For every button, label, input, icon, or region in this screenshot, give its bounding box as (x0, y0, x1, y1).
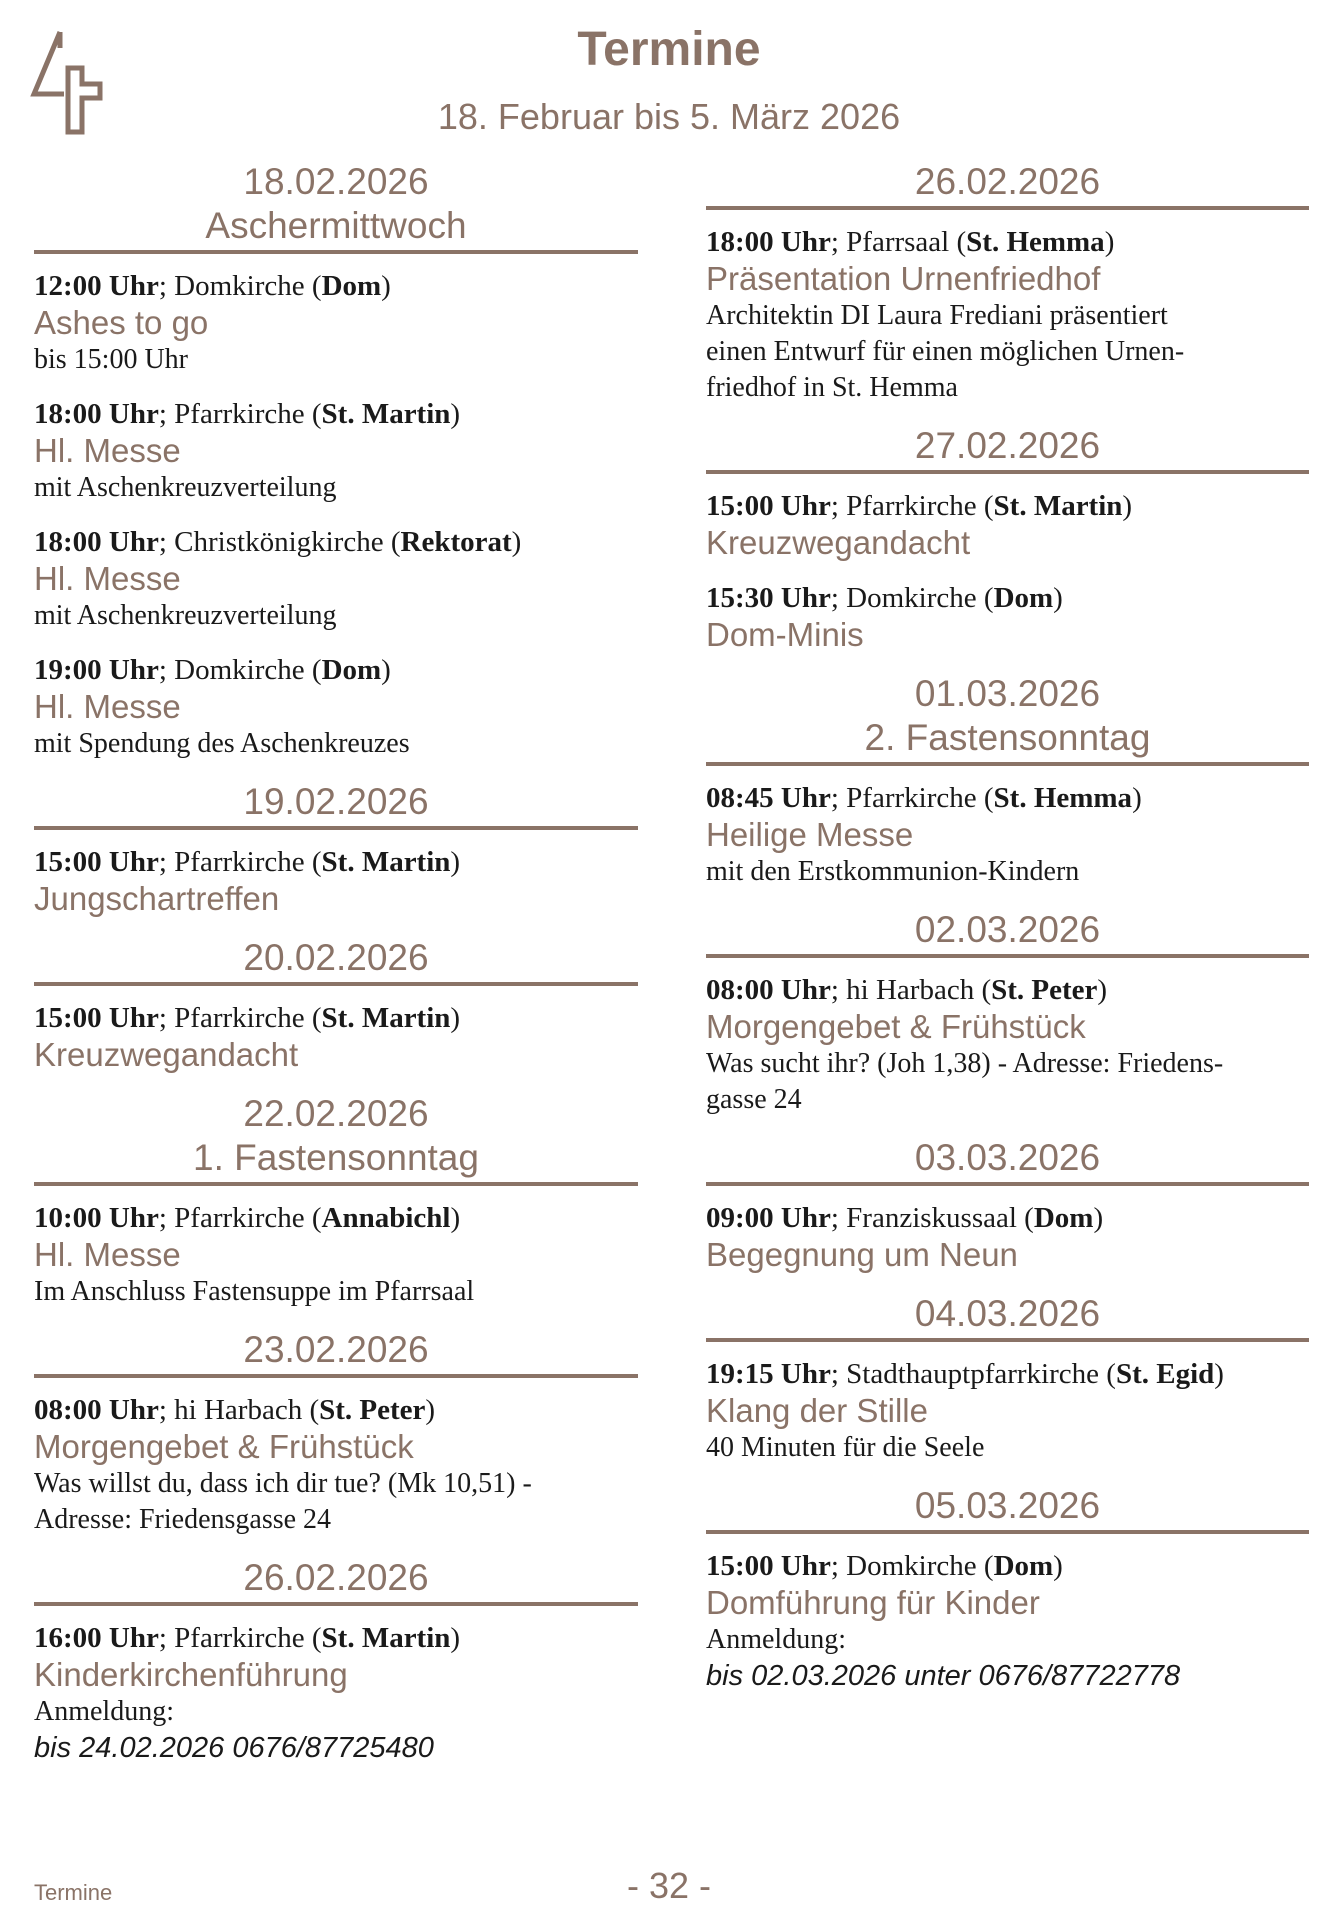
event-meta: 19:00 Uhr; Domkirche (Dom) (34, 654, 391, 686)
event-title: Hl. Messe (34, 688, 181, 725)
event-place: Domkirche (174, 654, 305, 686)
event-title: Domführung für Kinder (706, 1584, 1040, 1621)
page-subtitle: 18. Februar bis 5. März 2026 (437, 96, 901, 137)
day-header (34, 160, 638, 254)
day-header (34, 1092, 638, 1186)
day-date: 20.02.2026 (243, 937, 429, 978)
event-title: Hl. Messe (34, 432, 181, 469)
day-header (34, 1556, 638, 1606)
day-date: 26.02.2026 (243, 1557, 429, 1598)
event-time: 08:00 Uhr (706, 974, 831, 1006)
event-entry (34, 1620, 638, 1766)
event-description: Adresse: Friedensgasse 24 (34, 1504, 332, 1535)
event-time: 19:15 Uhr (706, 1358, 831, 1390)
day-name: 1. Fastensonntag (193, 1137, 479, 1178)
day-header (706, 908, 1309, 958)
event-parish: Annabichl (321, 1202, 451, 1234)
event-parish: St. Hemma (993, 782, 1133, 814)
event-place: Franziskussaal (846, 1202, 1017, 1234)
event-description: gasse 24 (706, 1084, 802, 1115)
event-description: Anmeldung: (706, 1624, 846, 1655)
day-header (34, 1328, 638, 1378)
day-date: 01.03.2026 (914, 673, 1101, 714)
event-entry (706, 1200, 1309, 1274)
page-number: - 32 - (626, 1865, 712, 1906)
day-date: 04.03.2026 (914, 1293, 1101, 1334)
day-header (706, 1484, 1309, 1534)
event-title: Hl. Messe (34, 560, 181, 597)
event-time: 16:00 Uhr (34, 1622, 159, 1654)
event-place: Pfarrsaal (846, 226, 950, 258)
event-place: Domkirche (174, 270, 305, 302)
event-entry (34, 1392, 638, 1538)
event-parish: St. Martin (321, 1622, 451, 1654)
event-parish: Rektorat (400, 526, 512, 558)
event-registration-note: bis 24.02.2026 0676/87725480 (34, 1732, 434, 1764)
event-meta: 16:00 Uhr; Pfarrkirche (St. Martin) (34, 1622, 461, 1654)
day-header (34, 936, 638, 986)
event-title: Kinderkirchenführung (34, 1656, 348, 1693)
event-meta: 18:00 Uhr; Pfarrsaal (St. Hemma) (706, 226, 1115, 258)
event-place: Pfarrkirche (174, 846, 305, 878)
event-place: hi Harbach (174, 1394, 303, 1426)
event-entry (706, 1356, 1309, 1466)
day-header (706, 1292, 1309, 1342)
event-parish: Dom (321, 270, 382, 302)
event-parish: St. Peter (319, 1394, 426, 1426)
event-title: Morgengebet & Frühstück (706, 1008, 1086, 1045)
day-date: 03.03.2026 (914, 1137, 1101, 1178)
day-header (706, 672, 1309, 766)
event-entry (34, 396, 638, 506)
day-date: 26.02.2026 (914, 161, 1101, 202)
event-description: einen Entwurf für einen möglichen Urnen- (706, 336, 1185, 367)
event-time: 12:00 Uhr (34, 270, 159, 302)
event-time: 15:30 Uhr (706, 582, 831, 614)
event-parish: St. Martin (321, 398, 451, 430)
event-meta: 08:45 Uhr; Pfarrkirche (St. Hemma) (706, 782, 1142, 814)
day-header (706, 160, 1309, 210)
day-date: 05.03.2026 (914, 1485, 1101, 1526)
event-meta: 18:00 Uhr; Pfarrkirche (St. Martin) (34, 398, 461, 430)
event-description: friedhof in St. Hemma (706, 372, 958, 403)
event-entry (34, 1000, 638, 1074)
event-title: Morgengebet & Frühstück (34, 1428, 414, 1465)
event-description: mit Spendung des Aschenkreuzes (34, 728, 410, 759)
event-meta: 10:00 Uhr; Pfarrkirche (Annabichl) (34, 1202, 461, 1234)
event-title: Ashes to go (34, 304, 209, 341)
day-date: 27.02.2026 (914, 425, 1101, 466)
event-description: mit Aschenkreuzverteilung (34, 600, 337, 631)
event-title: Dom-Minis (706, 616, 864, 653)
event-description: Was sucht ihr? (Joh 1,38) - Adresse: Friedens- (706, 1048, 1224, 1079)
event-place: Pfarrkirche (174, 398, 305, 430)
event-meta: 15:00 Uhr; Domkirche (Dom) (706, 1550, 1063, 1582)
event-title: Kreuzwegandacht (34, 1036, 299, 1073)
event-entry (34, 524, 638, 634)
event-description: Was willst du, dass ich dir tue? (Mk 10,51) - (34, 1468, 532, 1499)
event-entry (706, 580, 1309, 654)
event-entry (706, 780, 1309, 890)
event-parish: St. Martin (993, 490, 1123, 522)
event-parish: Dom (1033, 1202, 1094, 1234)
event-place: Christkönigkirche (174, 526, 384, 558)
event-place: Pfarrkirche (846, 782, 977, 814)
event-description: mit Aschenkreuzverteilung (34, 472, 337, 503)
event-time: 18:00 Uhr (706, 226, 831, 258)
event-title: Kreuzwegandacht (706, 524, 971, 561)
event-parish: St. Martin (321, 846, 451, 878)
day-name: 2. Fastensonntag (864, 717, 1151, 758)
event-description: mit den Erstkommunion-Kindern (706, 856, 1080, 887)
event-meta: 19:15 Uhr; Stadthauptpfarrkirche (St. Egid) (706, 1358, 1224, 1390)
event-description: Im Anschluss Fastensuppe im Pfarrsaal (34, 1276, 475, 1307)
event-time: 08:00 Uhr (34, 1394, 159, 1426)
event-time: 09:00 Uhr (706, 1202, 831, 1234)
event-time: 18:00 Uhr (34, 526, 159, 558)
event-entry (706, 224, 1309, 406)
day-header (34, 780, 638, 830)
event-title: Klang der Stille (706, 1392, 928, 1429)
event-title: Präsentation Urnenfriedhof (706, 260, 1101, 297)
event-entry (34, 652, 638, 762)
event-parish: St. Peter (991, 974, 1098, 1006)
event-time: 08:45 Uhr (706, 782, 831, 814)
event-time: 15:00 Uhr (706, 1550, 831, 1582)
event-place: Pfarrkirche (174, 1202, 305, 1234)
right-column (706, 160, 1309, 1712)
day-date: 18.02.2026 (243, 161, 429, 202)
event-title: Hl. Messe (34, 1236, 181, 1273)
event-entry (34, 1200, 638, 1310)
event-place: Pfarrkirche (846, 490, 977, 522)
day-date: 23.02.2026 (243, 1329, 429, 1370)
event-meta: 08:00 Uhr; hi Harbach (St. Peter) (34, 1394, 436, 1426)
event-registration-note: bis 02.03.2026 unter 0676/87722778 (706, 1660, 1181, 1692)
event-time: 18:00 Uhr (34, 398, 159, 430)
event-parish: Dom (321, 654, 382, 686)
event-time: 15:00 Uhr (706, 490, 831, 522)
event-time: 15:00 Uhr (34, 1002, 159, 1034)
event-title: Heilige Messe (706, 816, 914, 853)
event-meta: 15:00 Uhr; Pfarrkirche (St. Martin) (34, 846, 461, 878)
event-entry (34, 268, 638, 378)
day-date: 19.02.2026 (243, 781, 429, 822)
event-meta: 18:00 Uhr; Christkönigkirche (Rektorat) (34, 526, 522, 558)
event-title: Jungschartreffen (34, 880, 280, 917)
event-entry (34, 844, 638, 918)
event-entry (706, 488, 1309, 562)
event-meta: 09:00 Uhr; Franziskussaal (Dom) (706, 1202, 1104, 1234)
event-parish: Dom (993, 1550, 1054, 1582)
event-parish: Dom (993, 582, 1054, 614)
event-time: 10:00 Uhr (34, 1202, 159, 1234)
page-title: Termine (577, 23, 761, 76)
event-meta: 08:00 Uhr; hi Harbach (St. Peter) (706, 974, 1108, 1006)
day-header (706, 1136, 1309, 1186)
event-place: Stadthauptpfarrkirche (846, 1358, 1100, 1390)
left-column (34, 160, 638, 1784)
event-description: 40 Minuten für die Seele (706, 1432, 985, 1463)
day-date: 22.02.2026 (243, 1093, 429, 1134)
day-date: 02.03.2026 (914, 909, 1101, 950)
footer-section-label: Termine (34, 1880, 113, 1905)
event-place: Pfarrkirche (174, 1622, 305, 1654)
event-place: Pfarrkirche (174, 1002, 305, 1034)
event-place: Domkirche (846, 1550, 977, 1582)
event-description: bis 15:00 Uhr (34, 344, 188, 375)
event-entry (706, 1548, 1309, 1694)
event-place: hi Harbach (846, 974, 975, 1006)
event-entry (706, 972, 1309, 1118)
day-name: Aschermittwoch (205, 205, 467, 246)
event-parish: St. Hemma (966, 226, 1105, 258)
event-time: 19:00 Uhr (34, 654, 159, 686)
event-parish: St. Egid (1115, 1358, 1215, 1390)
event-place: Domkirche (846, 582, 977, 614)
event-meta: 12:00 Uhr; Domkirche (Dom) (34, 270, 391, 302)
event-description: Anmeldung: (34, 1696, 174, 1727)
event-meta: 15:30 Uhr; Domkirche (Dom) (706, 582, 1063, 614)
event-parish: St. Martin (321, 1002, 451, 1034)
day-header (706, 424, 1309, 474)
event-title: Begegnung um Neun (706, 1236, 1018, 1273)
event-meta: 15:00 Uhr; Pfarrkirche (St. Martin) (706, 490, 1133, 522)
event-time: 15:00 Uhr (34, 846, 159, 878)
event-description: Architektin DI Laura Frediani präsentiert (706, 300, 1168, 331)
event-meta: 15:00 Uhr; Pfarrkirche (St. Martin) (34, 1002, 461, 1034)
